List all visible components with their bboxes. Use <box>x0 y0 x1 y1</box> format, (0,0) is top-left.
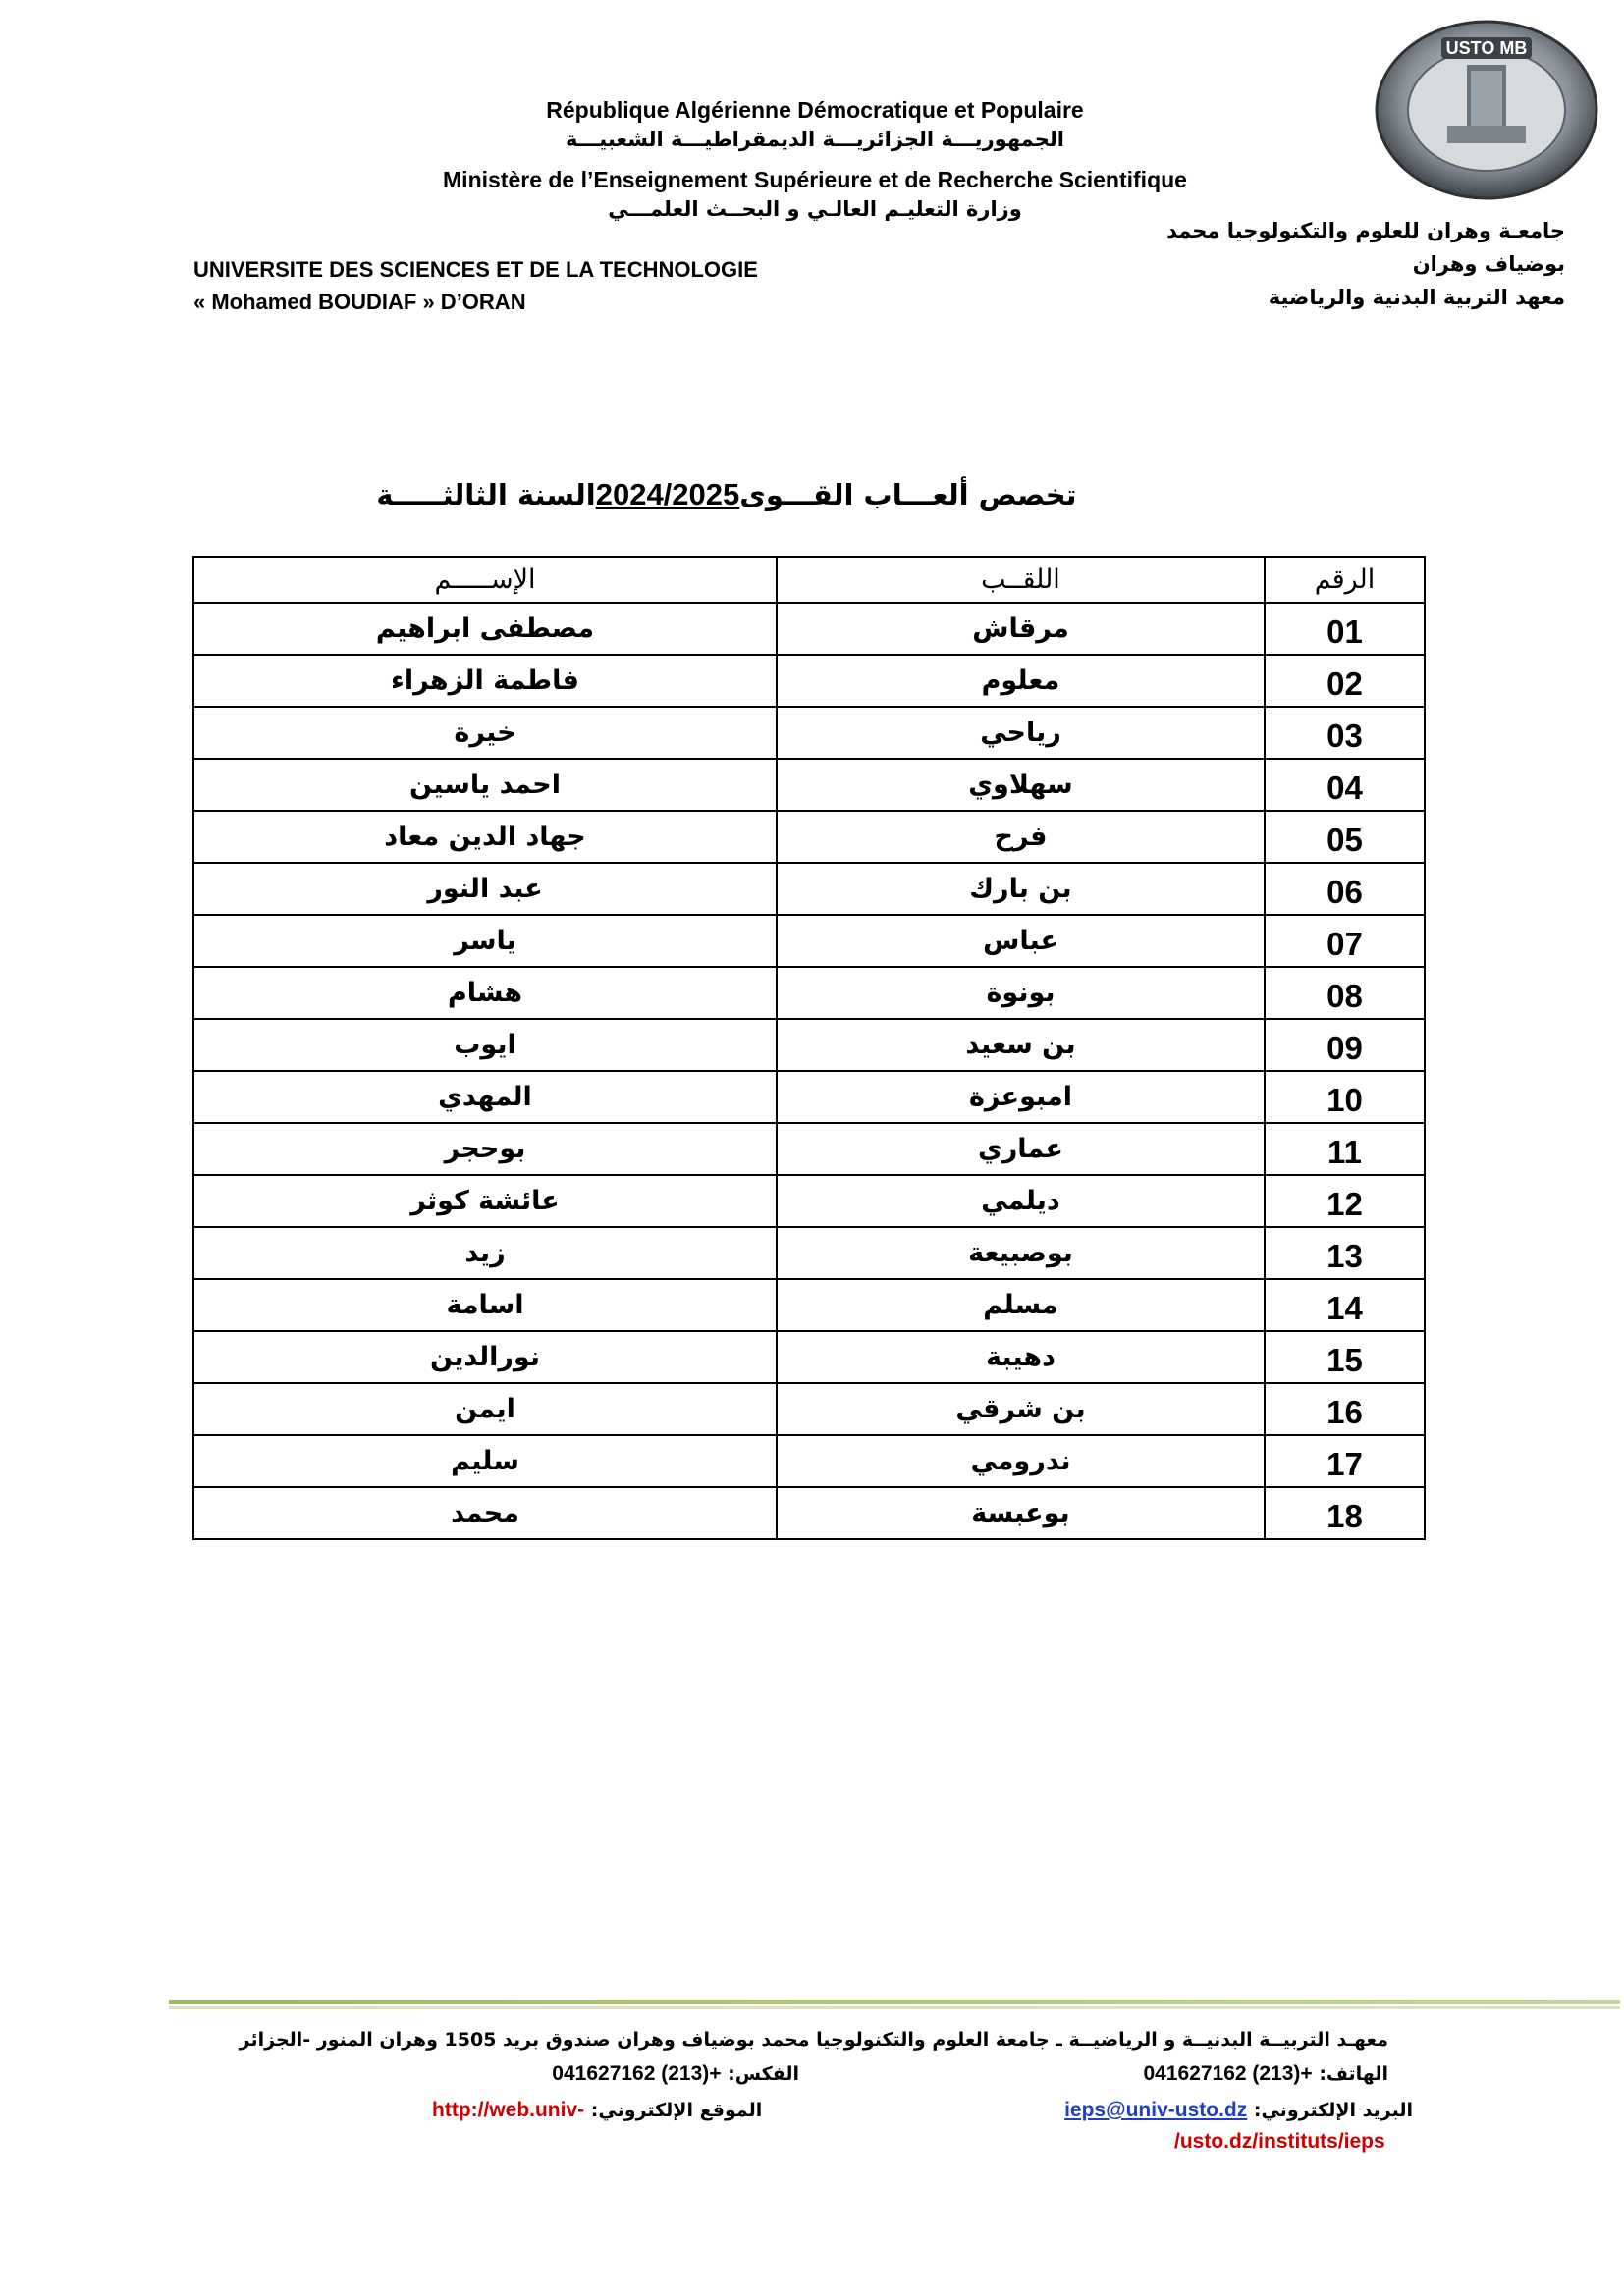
header-surname: اللقــب <box>777 557 1265 603</box>
email-link[interactable]: ieps@univ-usto.dz <box>1064 2099 1248 2121</box>
phone-value: 041627162 (213)+ <box>1143 2062 1313 2085</box>
cell-name: سليم <box>193 1435 777 1487</box>
cell-surname: مرقاش <box>777 603 1265 655</box>
footer-fax <box>552 2062 799 2086</box>
title-suffix: السنة الثالثـــــة <box>376 478 596 511</box>
table-row <box>193 707 1425 759</box>
table-row <box>193 967 1425 1019</box>
table-row <box>193 1019 1425 1071</box>
university-ar-line1: جامعـة وهران للعلوم والتكنولوجيا محمد <box>1166 219 1565 242</box>
cell-name: ياسر <box>193 915 777 967</box>
cell-surname: عماري <box>777 1123 1265 1175</box>
phone-label: الهاتف: <box>1319 2063 1388 2085</box>
footer-address: معهـد التربيــة البدنيــة و الرياضيــة ـ جامعة العلوم والتكنولوجيا محمد بوضياف وهران صندوق بريد 1505 وهران المنور -الجزائر <box>239 2029 1388 2051</box>
table-row <box>193 1331 1425 1383</box>
cell-surname: فرح <box>777 811 1265 863</box>
cell-number: 12 <box>1265 1175 1425 1227</box>
cell-number: 03 <box>1265 707 1425 759</box>
website-label: الموقع الإلكتروني: <box>590 2100 763 2121</box>
cell-number: 18 <box>1265 1487 1425 1539</box>
table-row <box>193 1279 1425 1331</box>
university-ar-line2: بوضياف وهران <box>1412 252 1565 276</box>
cell-name: زيد <box>193 1227 777 1279</box>
cell-number: 10 <box>1265 1071 1425 1123</box>
cell-surname: عباس <box>777 915 1265 967</box>
cell-number: 13 <box>1265 1227 1425 1279</box>
table-body <box>193 603 1425 1539</box>
cell-number: 05 <box>1265 811 1425 863</box>
fax-value: 041627162 (213)+ <box>552 2062 722 2085</box>
footer-divider-shadow <box>169 2006 1620 2009</box>
cell-number: 17 <box>1265 1435 1425 1487</box>
fax-label: الفكس: <box>728 2063 799 2085</box>
table-row <box>193 1435 1425 1487</box>
cell-number: 11 <box>1265 1123 1425 1175</box>
cell-name: عائشة كوثر <box>193 1175 777 1227</box>
cell-number: 07 <box>1265 915 1425 967</box>
cell-surname: ندرومي <box>777 1435 1265 1487</box>
cell-name: ايوب <box>193 1019 777 1071</box>
website-link-part2[interactable]: /usto.dz/instituts/ieps <box>1174 2130 1385 2153</box>
table-row <box>193 1383 1425 1435</box>
cell-name: هشام <box>193 967 777 1019</box>
cell-name: ايمن <box>193 1383 777 1435</box>
table-row <box>193 1175 1425 1227</box>
cell-name: خيرة <box>193 707 777 759</box>
cell-surname: بن بارك <box>777 863 1265 915</box>
republic-fr: République Algérienne Démocratique et Populaire <box>546 97 1084 123</box>
footer-email <box>1064 2099 1413 2122</box>
cell-name: عبد النور <box>193 863 777 915</box>
cell-surname: معلوم <box>777 655 1265 707</box>
ministry-fr: Ministère de l’Enseignement Supérieure et de Recherche Scientifique <box>443 167 1187 192</box>
cell-name: جهاد الدين معاد <box>193 811 777 863</box>
institute-ar: معهد التربية البدنية والرياضية <box>1268 286 1565 309</box>
footer-phone <box>1143 2062 1388 2086</box>
cell-surname: بوصبيعة <box>777 1227 1265 1279</box>
cell-number: 14 <box>1265 1279 1425 1331</box>
university-fr-line2: « Mohamed BOUDIAF » D’ORAN <box>193 290 526 314</box>
ministry-ar: وزارة التعليـم العالـي و البحــث العلمـــي <box>608 197 1022 221</box>
footer-website <box>432 2099 762 2122</box>
cell-surname: بونوة <box>777 967 1265 1019</box>
cell-name: احمد ياسين <box>193 759 777 811</box>
student-table <box>192 556 1426 1540</box>
cell-surname: بن سعيد <box>777 1019 1265 1071</box>
table-row <box>193 655 1425 707</box>
cell-name: بوحجر <box>193 1123 777 1175</box>
table-header-row <box>193 557 1425 603</box>
cell-name: المهدي <box>193 1071 777 1123</box>
page-title <box>373 477 1080 512</box>
header-name: الإســـــم <box>193 557 777 603</box>
cell-surname: سهلاوي <box>777 759 1265 811</box>
cell-surname: دهيبة <box>777 1331 1265 1383</box>
cell-number: 16 <box>1265 1383 1425 1435</box>
cell-name: اسامة <box>193 1279 777 1331</box>
table-row <box>193 863 1425 915</box>
cell-number: 01 <box>1265 603 1425 655</box>
cell-name: فاطمة الزهراء <box>193 655 777 707</box>
cell-surname: بوعبسة <box>777 1487 1265 1539</box>
table-row <box>193 759 1425 811</box>
table-row <box>193 1227 1425 1279</box>
table-row <box>193 1071 1425 1123</box>
cell-surname: بن شرقي <box>777 1383 1265 1435</box>
title-prefix: تخصص ألعـــاب القـــوى <box>739 478 1077 511</box>
title-year: 2024/2025 <box>595 477 740 511</box>
cell-number: 09 <box>1265 1019 1425 1071</box>
table-row <box>193 811 1425 863</box>
cell-name: نورالدين <box>193 1331 777 1383</box>
cell-surname: امبوعزة <box>777 1071 1265 1123</box>
logo-text: USTO MB <box>1445 38 1528 58</box>
cell-name: مصطفى ابراهيم <box>193 603 777 655</box>
cell-name: محمد <box>193 1487 777 1539</box>
table-row <box>193 1487 1425 1539</box>
header-number: الرقم <box>1265 557 1425 603</box>
cell-number: 02 <box>1265 655 1425 707</box>
table-row <box>193 1123 1425 1175</box>
cell-number: 15 <box>1265 1331 1425 1383</box>
cell-surname: مسلم <box>777 1279 1265 1331</box>
cell-number: 06 <box>1265 863 1425 915</box>
cell-surname: ديلمي <box>777 1175 1265 1227</box>
table-row <box>193 603 1425 655</box>
email-label: البريد الإلكتروني: <box>1253 2100 1413 2121</box>
university-fr-line1: UNIVERSITE DES SCIENCES ET DE LA TECHNOLOGIE <box>193 257 758 282</box>
university-logo <box>1373 18 1600 202</box>
website-link-part1[interactable]: http://web.univ- <box>432 2099 585 2121</box>
republic-ar: الجمهوريـــة الجزائريـــة الديمقراطيـــة الشعبيـــة <box>566 128 1064 151</box>
cell-number: 08 <box>1265 967 1425 1019</box>
footer-divider <box>169 2000 1620 2004</box>
cell-surname: رياحي <box>777 707 1265 759</box>
table-row <box>193 915 1425 967</box>
cell-number: 04 <box>1265 759 1425 811</box>
